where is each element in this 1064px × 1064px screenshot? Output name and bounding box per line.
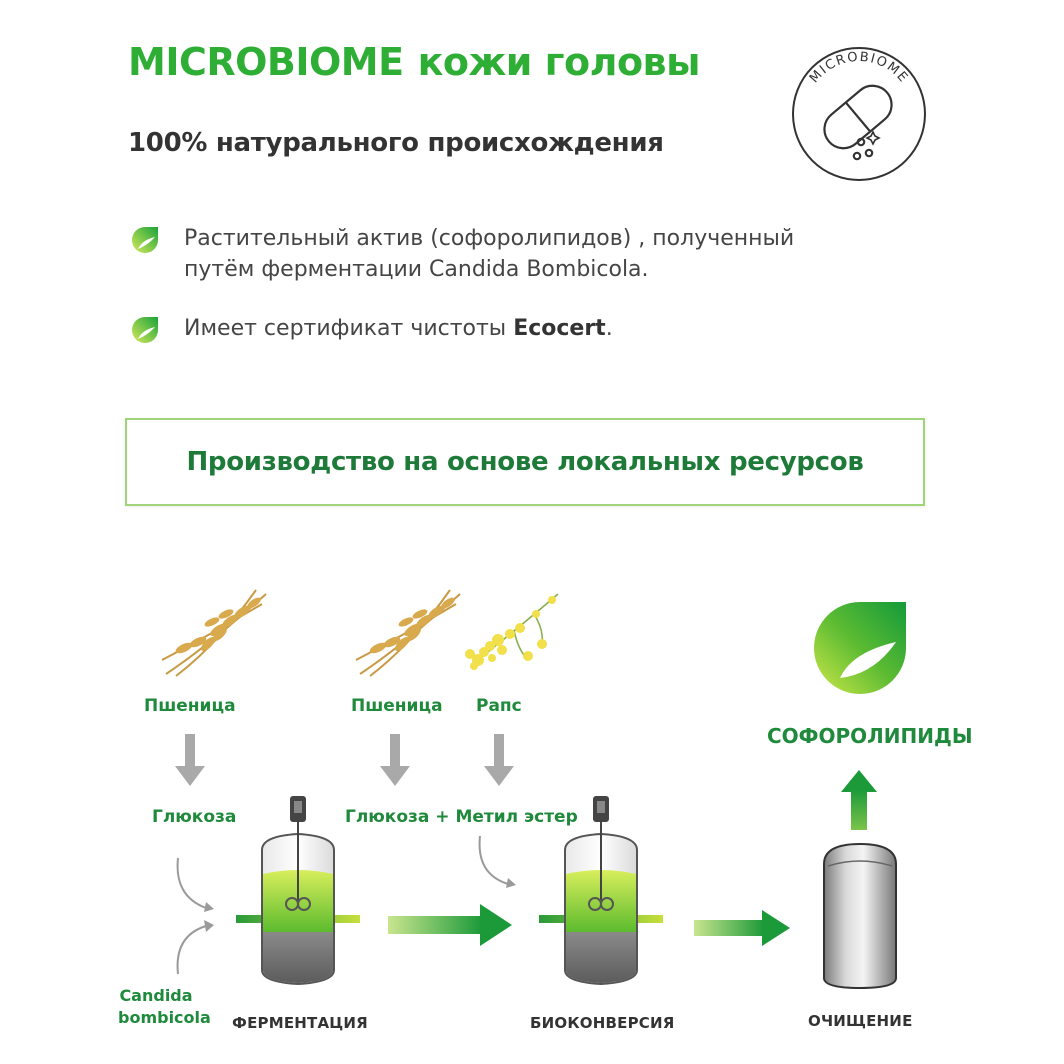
up-arrow-icon — [841, 770, 877, 830]
title-brand: MICROBIOME — [128, 40, 404, 84]
label-wheat-2: Пшеница — [351, 696, 443, 716]
page-title — [128, 40, 700, 84]
banner-text: Производство на основе локальных ресурсов — [186, 447, 864, 477]
label-rapeseed: Рапс — [476, 696, 522, 716]
capsule-icon — [817, 78, 900, 159]
wheat-icon — [158, 586, 270, 678]
label-candida-line1: Candida — [119, 986, 193, 1005]
right-arrow-icon — [694, 910, 790, 946]
bioconversion-tank — [539, 794, 663, 994]
product-leaf-icon — [812, 600, 908, 696]
label-candida-line2: bombicola — [118, 1008, 211, 1027]
curved-arrow-icon — [170, 856, 214, 912]
down-arrow-icon — [380, 734, 410, 786]
curved-arrow-icon — [472, 834, 516, 890]
label-glucose-1: Глюкоза — [152, 807, 237, 827]
label-wheat-1: Пшеница — [144, 696, 236, 716]
curved-arrow-icon — [170, 920, 214, 976]
title-rest: кожи головы — [417, 40, 700, 84]
bullet-2-suffix: . — [605, 316, 613, 341]
right-arrow-icon — [388, 904, 512, 946]
label-step-purification: ОЧИЩЕНИЕ — [808, 1012, 913, 1030]
label-step-fermentation: ФЕРМЕНТАЦИЯ — [232, 1014, 368, 1032]
bullet-item-2 — [130, 313, 810, 344]
production-banner — [125, 418, 925, 506]
purification-cylinder — [822, 842, 898, 990]
wheat-icon — [352, 586, 464, 678]
microbiome-badge — [789, 40, 929, 190]
bullet-2-text — [184, 313, 810, 344]
label-candida — [118, 985, 211, 1029]
bullet-2-prefix: Имеет сертификат чистоты — [184, 316, 514, 341]
leaf-bullet-icon — [130, 225, 160, 255]
leaf-bullet-icon — [130, 315, 160, 345]
down-arrow-icon — [484, 734, 514, 786]
page-subtitle: 100% натурального происхождения — [128, 128, 664, 158]
bullet-1-line1: Растительный актив (софоролипидов) , полученный — [184, 226, 795, 251]
label-product: СОФОРОЛИПИДЫ — [767, 724, 973, 748]
bullet-item-1 — [130, 223, 810, 285]
label-glucose-ester: Глюкоза + Метил эстер — [345, 807, 578, 827]
bullet-1-line2: путём ферментации Candida Bombicola. — [184, 257, 649, 282]
rapeseed-flower-icon — [458, 590, 564, 674]
label-step-bioconversion: БИОКОНВЕРСИЯ — [530, 1014, 675, 1032]
ecocert-label: Ecocert — [513, 316, 606, 341]
fermentation-tank — [236, 794, 360, 994]
badge-text: MICROBIOME — [806, 49, 912, 87]
down-arrow-icon — [175, 734, 205, 786]
